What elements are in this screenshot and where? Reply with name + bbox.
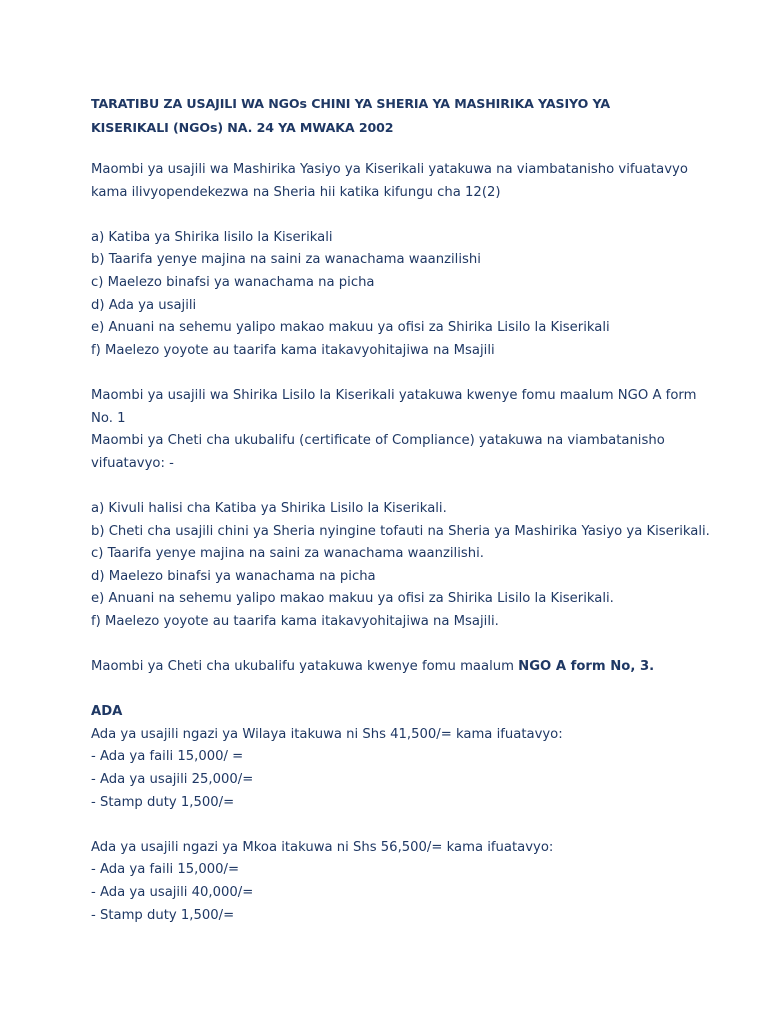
list-item: e) Anuani na sehemu yalipo makao makuu ya ofisi za Shirika Lisilo la Kiserikali (91, 320, 610, 336)
document-title-line-1: TARATIBU ZA USAJILI WA NGOs CHINI YA SHERIA YA MASHIRIKA YASIYO YA (91, 96, 610, 111)
spacer (91, 362, 731, 385)
form-a-line-1: Maombi ya usajili wa Shirika Lisilo la Kiserikali yatakuwa kwenye fomu maalum NGO A form (91, 387, 697, 403)
list-item: f) Maelezo yoyote au taarifa kama itakavyohitajiwa na Msajili (91, 342, 495, 358)
intro-line-1: Maombi ya usajili wa Mashirika Yasiyo ya Kiserikali yatakuwa na viambatanisho vifuatavyo (91, 162, 688, 177)
cheti-text: Maombi ya Cheti cha ukubalifu yatakuwa kwenye fomu maalum (91, 659, 519, 675)
list-item: a) Katiba ya Shirika lisilo la Kiserikali (91, 229, 333, 245)
list-item: f) Maelezo yoyote au taarifa kama itakavyohitajiwa na Msajili. (91, 613, 499, 629)
list-item: e) Anuani na sehemu yalipo makao makuu ya ofisi za Shirika Lisilo la Kiserikali. (91, 591, 614, 607)
fee-item: - Ada ya usajili 25,000/= (91, 772, 254, 788)
spacer (91, 204, 731, 227)
spacer (91, 814, 731, 837)
list-item: c) Taarifa yenye majina na saini za wanachama waanzilishi. (91, 546, 484, 562)
fee-item: - Ada ya faili 15,000/ = (91, 749, 244, 765)
spacer (91, 475, 731, 498)
registration-requirements-list (91, 227, 731, 363)
list-item: c) Maelezo binafsi ya wanachama na picha (91, 274, 375, 290)
cheti-form-name: NGO A form No, 3. (518, 659, 655, 675)
list-item: a) Kivuli halisi cha Katiba ya Shirika Lisilo la Kiserikali. (91, 500, 447, 516)
fee-item: - Ada ya faili 15,000/= (91, 862, 240, 878)
intro-line-2: kama ilivyopendekezwa na Sheria hii katika kifungu cha 12(2) (91, 184, 501, 200)
fee-item: - Stamp duty 1,500/= (91, 794, 235, 810)
form-a-line-2: No. 1 (91, 410, 126, 426)
list-item: d) Maelezo binafsi ya wanachama na picha (91, 568, 376, 584)
list-item: d) Ada ya usajili (91, 297, 197, 313)
wilaya-intro: Ada ya usajili ngazi ya Wilaya itakuwa ni Shs 41,500/= kama ifuatavyo: (91, 726, 563, 742)
fee-item: - Ada ya usajili 40,000/= (91, 885, 254, 900)
mkoa-fees (91, 837, 731, 927)
spacer (91, 140, 731, 159)
fee-item: - Stamp duty 1,500/= (91, 907, 235, 923)
list-item: b) Cheti cha usajili chini ya Sheria nyingine tofauti na Sheria ya Mashirika Yasiyo ya Kiserikali. (91, 523, 710, 539)
compliance-line-1: Maombi ya Cheti cha ukubalifu (certificate of Compliance) yatakuwa na viambatanisho (91, 433, 665, 449)
wilaya-fees (91, 724, 731, 814)
compliance-line-2: vifuatavyo: - (91, 455, 174, 471)
document-body (91, 92, 731, 927)
list-item: b) Taarifa yenye majina na saini za wanachama waanzilishi (91, 252, 481, 268)
ada-heading: ADA (91, 704, 123, 720)
mkoa-intro: Ada ya usajili ngazi ya Mkoa itakuwa ni Shs 56,500/= kama ifuatavyo: (91, 839, 554, 855)
document-title-line-2: KISERIKALI (NGOs) NA. 24 YA MWAKA 2002 (91, 120, 394, 135)
compliance-requirements-list (91, 498, 731, 634)
spacer (91, 679, 731, 702)
cheti-paragraph (91, 656, 731, 679)
spacer (91, 633, 731, 656)
